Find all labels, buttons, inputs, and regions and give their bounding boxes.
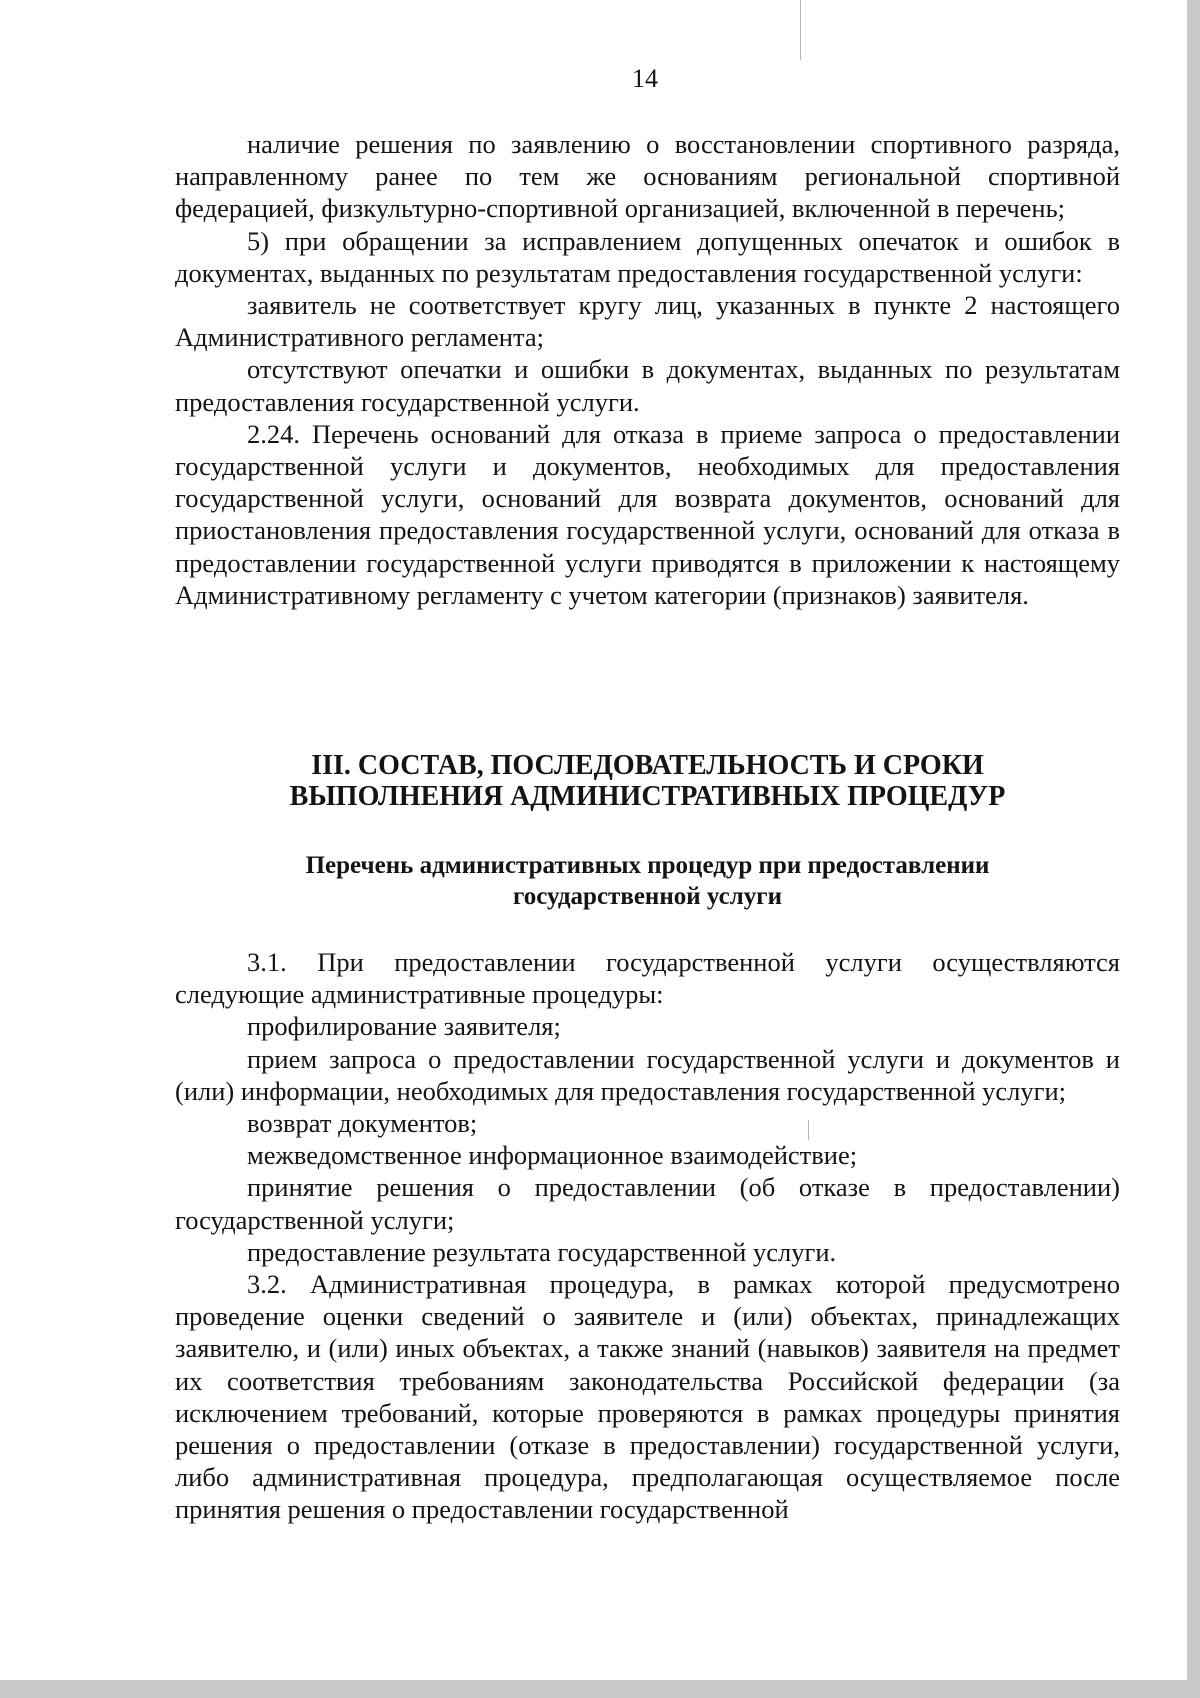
paragraph: отсутствуют опечатки и ошибки в документах, выданных по результатам предоставления государственной услуги. bbox=[175, 354, 1120, 417]
paragraph: наличие решения по заявлению о восстановлении спортивного разряда, направленному ранее по тем же основаниям региональной спортивной федерацией, физкультурно-спортивной организацией, включенной в перечень; bbox=[175, 129, 1120, 224]
subsection-title bbox=[175, 850, 1120, 912]
paragraph: 3.1. При предоставлении государственной услуги осуществляются следующие административные процедуры: bbox=[175, 947, 1120, 1010]
list-item: межведомственное информационное взаимодействие; bbox=[247, 1140, 858, 1171]
list-item: прием запроса о предоставлении государственной услуги и документов и (или) информации, необходимых для предоставления государственной услуги; bbox=[175, 1043, 1120, 1106]
body-text-top bbox=[175, 128, 1120, 611]
list-item: принятие решения о предоставлении (об отказе в предоставлении) государственной услуги; bbox=[175, 1172, 1120, 1235]
section-title bbox=[175, 750, 1120, 812]
list-item: возврат документов; bbox=[247, 1108, 478, 1139]
section-title-line: ВЫПОЛНЕНИЯ АДМИНИСТРАТИВНЫХ ПРОЦЕДУР bbox=[289, 781, 1006, 812]
paragraph: заявитель не соответствует кругу лиц, указанных в пункте 2 настоящего Административного регламента; bbox=[175, 290, 1120, 353]
paragraph: 3.2. Административная процедура, в рамках которой предусмотрено проведение оценки сведений о заявителе и (или) объектах, принадлежащих заявителю, и (или) иных объектах, а также знаний (навыков) заявителя на предмет их соответствия требованиям законодательства Российской федерации (за исключением требований, которые проверяются в рамках процедуры принятия решения о предоставлении (отказе в предоставлении) государственной услуги, либо административная процедура, предполагающая осуществляемое после принятия решения о предоставлении государственной bbox=[175, 1269, 1120, 1525]
page-number: 14 bbox=[632, 64, 658, 93]
subsection-title-line: государственной услуги bbox=[512, 883, 783, 910]
section-title-line: III. СОСТАВ, ПОСЛЕДОВАТЕЛЬНОСТЬ И СРОКИ bbox=[311, 750, 984, 781]
body-text-bottom bbox=[175, 946, 1120, 1526]
subsection-title-line: Перечень административных процедур при предоставлении bbox=[305, 852, 990, 879]
list-item: предоставление результата государственной услуги. bbox=[247, 1236, 837, 1267]
list-item: профилирование заявителя; bbox=[247, 1011, 561, 1042]
paragraph: 2.24. Перечень оснований для отказа в приеме запроса о предоставлении государственной услуги и документов, необходимых для предоставления государственной услуги, оснований для возврата документов, оснований для приостановления предоставления государственной услуги, оснований для отказа в предоставлении государственной услуги приводятся в приложении к настоящему Административному регламенту с учетом категории (признаков) заявителя. bbox=[175, 418, 1120, 610]
paragraph: 5) при обращении за исправлением допущенных опечаток и ошибок в документах, выданных по результатам предоставления государственной услуги: bbox=[175, 225, 1120, 288]
scan-artifact-line bbox=[800, 0, 801, 60]
